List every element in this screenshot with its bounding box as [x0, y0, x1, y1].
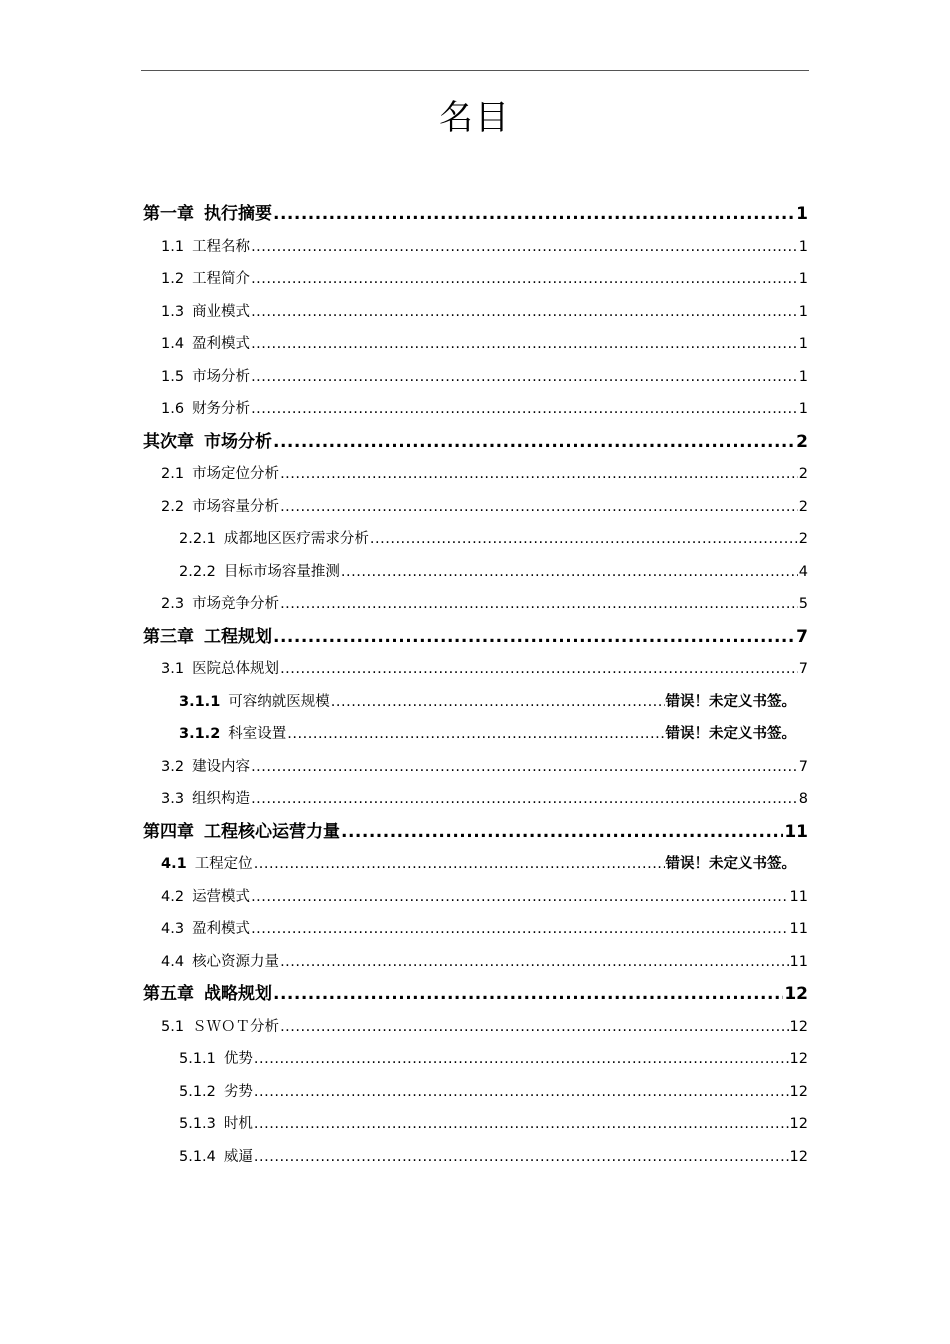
- toc-entry-label: 运营模式: [192, 889, 251, 905]
- toc-entry-number: 5.1.1: [179, 1051, 216, 1067]
- toc-entry-label: 威逼: [223, 1149, 253, 1165]
- toc-dot-leader: [370, 529, 798, 549]
- toc-dot-leader: [251, 919, 788, 939]
- toc-page-number: 1: [798, 304, 808, 320]
- toc-dot-leader: [280, 497, 798, 517]
- toc-entry-number: 4.4: [161, 954, 185, 970]
- toc-page-number: 7: [798, 759, 808, 775]
- toc-entry-label: 组织构造: [192, 791, 251, 807]
- header-rule: [141, 70, 809, 71]
- toc-entry[interactable]: [143, 529, 808, 549]
- toc-bookmark-error: 错误！未定义书签。: [665, 856, 796, 872]
- toc-dot-leader: [280, 952, 788, 972]
- toc-entry[interactable]: [143, 497, 808, 517]
- toc-entry[interactable]: [143, 269, 808, 289]
- toc-entry-number: 2.1: [161, 466, 185, 482]
- toc-page-number: 2: [796, 432, 808, 452]
- toc-entry[interactable]: [143, 594, 808, 614]
- toc-entry-label: 盈利模式: [192, 336, 251, 352]
- toc-dot-leader: [280, 1017, 788, 1037]
- toc-entry[interactable]: [143, 237, 808, 257]
- toc-entry-label: 建设内容: [192, 759, 251, 775]
- toc-entry[interactable]: [143, 334, 808, 354]
- toc-entry-number: 1.4: [161, 336, 185, 352]
- toc-entry[interactable]: [143, 887, 808, 907]
- toc-page-number: 8: [798, 791, 808, 807]
- toc-entry[interactable]: [143, 984, 808, 1004]
- toc-entry-number: 第四章: [143, 822, 194, 842]
- toc-bookmark-error: 错误！未定义书签。: [665, 726, 796, 742]
- toc-page-number: 12: [784, 984, 808, 1004]
- page-title: 名目: [439, 98, 511, 138]
- toc-page-number: 5: [798, 596, 808, 612]
- toc-page-number: 2: [798, 531, 808, 547]
- toc-entry-label: 医院总体规划: [192, 661, 280, 677]
- toc-page-number: 1: [798, 369, 808, 385]
- toc-page-number: 12: [789, 1116, 808, 1132]
- toc-entry[interactable]: [143, 919, 808, 939]
- toc-entry[interactable]: [143, 1114, 808, 1134]
- toc-page-number: 4: [798, 564, 808, 580]
- toc-entry-label: 科室设置: [228, 726, 287, 742]
- toc-dot-leader: [254, 1082, 789, 1102]
- toc-page-number: 11: [784, 822, 808, 842]
- toc-entry[interactable]: [143, 822, 808, 842]
- toc-entry-number: 3.1.1: [179, 694, 221, 710]
- toc-dot-leader: [251, 237, 798, 257]
- toc-dot-leader: [251, 302, 798, 322]
- toc-entry-label: 工程简介: [192, 271, 251, 287]
- toc-entry[interactable]: [143, 789, 808, 809]
- toc-entry-number: 3.1: [161, 661, 185, 677]
- toc-bookmark-error: 错误！未定义书签。: [665, 694, 796, 710]
- toc-dot-leader: [251, 269, 798, 289]
- toc-dot-leader: [280, 659, 798, 679]
- toc-entry[interactable]: [143, 627, 808, 647]
- toc-entry-label: 执行摘要: [204, 204, 272, 224]
- toc-dot-leader: [273, 204, 795, 224]
- toc-entry-number: 3.3: [161, 791, 185, 807]
- toc-entry-number: 第一章: [143, 204, 194, 224]
- toc-dot-leader: [251, 367, 798, 387]
- toc-page-number: 11: [789, 954, 808, 970]
- toc-entry-label: 劣势: [223, 1084, 253, 1100]
- toc-dot-leader: [251, 334, 798, 354]
- toc-entry-number: 5.1.3: [179, 1116, 216, 1132]
- toc-page-number: 1: [798, 239, 808, 255]
- toc-dot-leader: [254, 1049, 789, 1069]
- toc-entry-label: 核心资源力量: [192, 954, 280, 970]
- toc-entry-label: 市场分析: [204, 432, 272, 452]
- toc-entry[interactable]: [143, 204, 808, 224]
- toc-dot-leader: [251, 789, 798, 809]
- toc-entry-number: 1.3: [161, 304, 185, 320]
- toc-dot-leader: [251, 399, 798, 419]
- toc-page-number: 2: [798, 499, 808, 515]
- toc-entry[interactable]: [143, 724, 808, 744]
- toc-page-number: 11: [789, 921, 808, 937]
- toc-entry-label: 市场分析: [192, 369, 251, 385]
- toc-dot-leader: [251, 887, 788, 907]
- toc-entry[interactable]: [143, 367, 808, 387]
- toc-entry[interactable]: [143, 1049, 808, 1069]
- toc-dot-leader: [273, 984, 783, 1004]
- toc-entry-label: ＳＷＯＴ分析: [192, 1019, 280, 1035]
- toc-entry-number: 2.2.1: [179, 531, 216, 547]
- toc-dot-leader: [254, 854, 665, 874]
- toc-entry-number: 3.2: [161, 759, 185, 775]
- toc-entry[interactable]: [143, 464, 808, 484]
- toc-entry-number: 4.2: [161, 889, 185, 905]
- toc-entry-label: 成都地区医疗需求分析: [223, 531, 369, 547]
- toc-entry-label: 财务分析: [192, 401, 251, 417]
- toc-entry-label: 工程名称: [192, 239, 251, 255]
- toc-entry-number: 1.1: [161, 239, 185, 255]
- toc-page-number: 7: [796, 627, 808, 647]
- toc-entry-number: 2.3: [161, 596, 185, 612]
- toc-entry[interactable]: [143, 1147, 808, 1167]
- toc-page-number: 12: [789, 1149, 808, 1165]
- toc-page-number: 1: [798, 336, 808, 352]
- toc-entry-number: 5.1: [161, 1019, 185, 1035]
- toc-entry[interactable]: [143, 952, 808, 972]
- toc-entry[interactable]: [143, 432, 808, 452]
- toc-entry-label: 工程核心运营力量: [204, 822, 340, 842]
- toc-entry-label: 时机: [223, 1116, 253, 1132]
- toc-entry-label: 工程定位: [194, 856, 253, 872]
- toc-entry-number: 3.1.2: [179, 726, 221, 742]
- toc-page-number: 12: [789, 1084, 808, 1100]
- toc-entry-number: 5.1.4: [179, 1149, 216, 1165]
- toc-entry-label: 市场容量分析: [192, 499, 280, 515]
- toc-dot-leader: [254, 1114, 789, 1134]
- toc-entry-label: 市场定位分析: [192, 466, 280, 482]
- toc-page-number: 1: [798, 401, 808, 417]
- toc-entry-label: 战略规划: [204, 984, 272, 1004]
- toc-dot-leader: [254, 1147, 789, 1167]
- toc-entry-label: 可容纳就医规模: [228, 694, 330, 710]
- toc-entry[interactable]: [143, 1017, 808, 1037]
- toc-entry-number: 1.5: [161, 369, 185, 385]
- toc-page-number: 12: [789, 1051, 808, 1067]
- toc-entry[interactable]: [143, 399, 808, 419]
- toc-page-number: 7: [798, 661, 808, 677]
- toc-dot-leader: [331, 692, 665, 712]
- toc-entry-label: 市场竞争分析: [192, 596, 280, 612]
- toc-entry-label: 目标市场容量推测: [223, 564, 340, 580]
- toc-dot-leader: [280, 464, 798, 484]
- toc-entry-label: 盈利模式: [192, 921, 251, 937]
- toc-entry-number: 4.1: [161, 856, 187, 872]
- toc-entry-label: 优势: [223, 1051, 253, 1067]
- toc-entry-number: 5.1.2: [179, 1084, 216, 1100]
- toc-page-number: 1: [798, 271, 808, 287]
- toc-page-number: 2: [798, 466, 808, 482]
- toc-page-number: 11: [789, 889, 808, 905]
- toc-entry[interactable]: [143, 692, 808, 712]
- toc-entry-number: 4.3: [161, 921, 185, 937]
- toc-entry-number: 1.2: [161, 271, 185, 287]
- toc-dot-leader: [341, 822, 783, 842]
- toc-dot-leader: [280, 594, 798, 614]
- toc-entry-number: 2.2.2: [179, 564, 216, 580]
- toc-entry-label: 商业模式: [192, 304, 251, 320]
- toc-entry[interactable]: [143, 562, 808, 582]
- toc-page-number: 1: [796, 204, 808, 224]
- toc-page-number: 12: [789, 1019, 808, 1035]
- toc-entry-number: 1.6: [161, 401, 185, 417]
- toc-entry-number: 第三章: [143, 627, 194, 647]
- toc-entry[interactable]: [143, 302, 808, 322]
- toc-dot-leader: [273, 627, 795, 647]
- toc-entry-label: 工程规划: [204, 627, 272, 647]
- toc-entry-number: 第五章: [143, 984, 194, 1004]
- toc-entry-number: 2.2: [161, 499, 185, 515]
- toc-dot-leader: [287, 724, 664, 744]
- toc-entry[interactable]: [143, 1082, 808, 1102]
- toc-entry[interactable]: [143, 854, 808, 874]
- toc-entry[interactable]: [143, 659, 808, 679]
- toc-dot-leader: [273, 432, 795, 452]
- toc-dot-leader: [341, 562, 798, 582]
- toc-entry[interactable]: [143, 757, 808, 777]
- toc-dot-leader: [251, 757, 798, 777]
- toc-entry-number: 其次章: [143, 432, 194, 452]
